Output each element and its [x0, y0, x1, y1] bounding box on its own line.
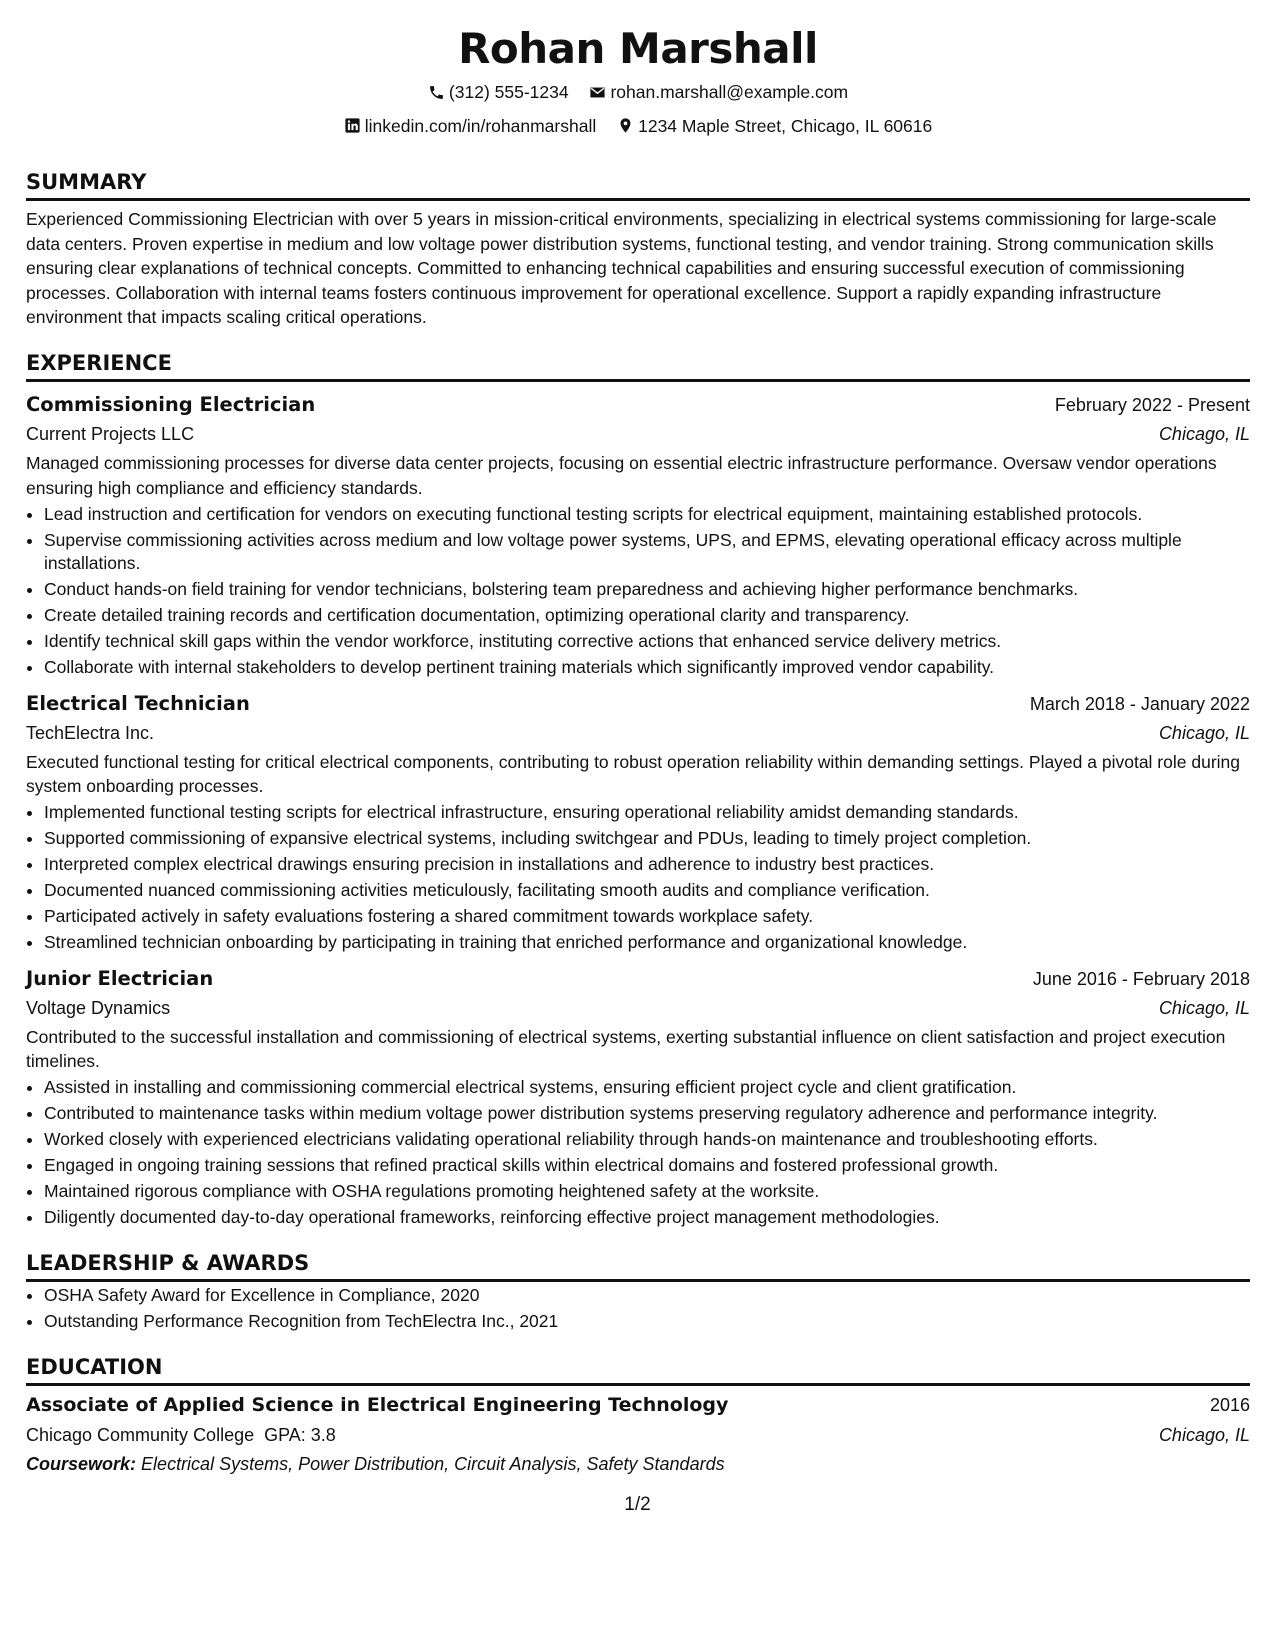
education-school-row: [26, 1420, 1250, 1450]
job-header-row: [26, 391, 1250, 419]
list-item: • Identify technical skill gaps within the vendor workforce, instituting corrective actions that enhanced service delivery metrics.: [44, 630, 1250, 654]
linkedin-icon: [344, 117, 361, 134]
phone-text: (312) 555-1234: [448, 82, 569, 102]
list-item: • Collaborate with internal stakeholders to develop pertinent training materials which significantly improved vendor capability.: [44, 656, 1250, 680]
list-item: • Create detailed training records and certification documentation, optimizing operational clarity and transparency.: [44, 604, 1250, 628]
education-coursework: [26, 1450, 1250, 1478]
contact-linkedin[interactable]: [344, 115, 597, 137]
job-header-row: [26, 690, 1250, 718]
candidate-name: Rohan Marshall: [458, 24, 818, 73]
education-year: 2016: [1209, 1394, 1250, 1415]
map-pin-icon: [617, 117, 634, 134]
job-company: Current Projects LLC: [26, 423, 195, 444]
education-gpa: GPA: 3.8: [264, 1424, 336, 1445]
list-item: • Contributed to maintenance tasks within medium voltage power distribution systems preserving regulatory adherence and performance integrity.: [44, 1102, 1250, 1126]
job-title: Junior Electrician: [26, 966, 214, 990]
list-item: • Supervise commissioning activities across medium and low voltage power systems, UPS, and EPMS, elevating operational efficacy across multiple installations.: [44, 529, 1250, 576]
job-entry: [26, 690, 1250, 955]
list-item: • Participated actively in safety evaluations fostering a shared commitment towards workplace safety.: [44, 905, 1250, 929]
education-degree: Associate of Applied Science in Electrical Engineering Technology: [26, 1393, 729, 1416]
experience-section: [26, 350, 1250, 1230]
list-item: • Maintained rigorous compliance with OSHA regulations promoting heightened safety at the worksite.: [44, 1180, 1250, 1204]
job-title: Commissioning Electrician: [26, 392, 316, 416]
list-item: • Conduct hands-on field training for vendor technicians, bolstering team preparedness and achieving higher performance benchmarks.: [44, 578, 1250, 602]
summary-section: [26, 169, 1250, 330]
list-item: • Outstanding Performance Recognition from TechElectra Inc., 2021: [44, 1310, 1250, 1334]
education-degree-row: [26, 1390, 1250, 1420]
job-entry: [26, 391, 1250, 680]
education-location: Chicago, IL: [1158, 1424, 1250, 1445]
list-item: • Documented nuanced commissioning activities meticulously, facilitating smooth audits and compliance verification.: [44, 879, 1250, 903]
job-dates: February 2022 - Present: [1054, 394, 1250, 415]
list-item: • Supported commissioning of expansive electrical systems, including switchgear and PDUs, leading to timely project completion.: [44, 827, 1250, 851]
job-bullets: [26, 1076, 1250, 1230]
job-header-row: [26, 965, 1250, 993]
job-bullets: [26, 801, 1250, 955]
education-section: [26, 1354, 1250, 1478]
awards-heading: LEADERSHIP & AWARDS: [26, 1250, 1250, 1282]
phone-icon: [428, 84, 445, 101]
list-item: • Implemented functional testing scripts for electrical infrastructure, ensuring operational reliability amidst demanding standards.: [44, 801, 1250, 825]
awards-section: [26, 1250, 1250, 1334]
email-link[interactable]: rohan.marshall@example.com: [610, 82, 849, 102]
contact-phone: [428, 81, 569, 103]
job-bullets: [26, 503, 1250, 680]
contact-line-1: [26, 81, 1250, 106]
job-company-row: [26, 718, 1250, 748]
list-item: • Assisted in installing and commissioning commercial electrical systems, ensuring efficient project cycle and client gratification.: [44, 1076, 1250, 1100]
list-item: • Diligently documented day-to-day operational frameworks, reinforcing effective project management methodologies.: [44, 1206, 1250, 1230]
list-item: • Streamlined technician onboarding by participating in training that enriched performance and organizational knowledge.: [44, 931, 1250, 955]
address-text: 1234 Maple Street, Chicago, IL 60616: [638, 115, 933, 136]
coursework-text: Electrical Systems, Power Distribution, Circuit Analysis, Safety Standards: [141, 1453, 725, 1474]
job-company: Voltage Dynamics: [26, 997, 171, 1018]
summary-text: Experienced Commissioning Electrician with over 5 years in mission-critical environments, specializing in electrical systems commissioning for large-scale data centers. Proven expertise in medium and low voltage power distribution systems, functional testing, and vendor training. Strong communication skills ensuring clear explanations of technical concepts. Committed to enhancing technical capabilities and ensuring successful execution of commissioning processes. Collaboration with internal teams fosters continuous improvement for operational excellence. Support a rapidly expanding infrastructure environment that impacts scaling critical operations.: [26, 209, 1217, 328]
list-item: • OSHA Safety Award for Excellence in Compliance, 2020: [44, 1284, 1250, 1308]
mail-icon: [589, 84, 606, 101]
page-number: 1/2: [624, 1494, 651, 1515]
awards-list: [26, 1284, 1250, 1334]
job-company-row: [26, 419, 1250, 449]
job-entry: [26, 965, 1250, 1230]
job-location: Chicago, IL: [1158, 997, 1250, 1018]
job-location: Chicago, IL: [1158, 423, 1250, 444]
list-item: • Worked closely with experienced electricians validating operational reliability through hands-on maintenance and troubleshooting efforts.: [44, 1128, 1250, 1152]
list-item: • Engaged in ongoing training sessions that refined practical skills within electrical domains and fostered professional growth.: [44, 1154, 1250, 1178]
list-item: • Lead instruction and certification for vendors on executing functional testing scripts for electrical equipment, maintaining established protocols.: [44, 503, 1250, 527]
job-description: Contributed to the successful installation and commissioning of electrical systems, exerting substantial influence on client satisfaction and project execution timelines.: [26, 1026, 1226, 1072]
job-dates: March 2018 - January 2022: [1029, 693, 1250, 714]
experience-heading: EXPERIENCE: [26, 350, 1250, 382]
resume-page: [26, 22, 1250, 1478]
education-heading: EDUCATION: [26, 1354, 1250, 1386]
summary-heading: SUMMARY: [26, 169, 1250, 201]
coursework-label: Coursework:: [26, 1453, 137, 1474]
contact-address: [617, 115, 932, 137]
contact-line-2: [26, 115, 1250, 140]
resume-header: [26, 22, 1250, 139]
education-school: Chicago Community College: [26, 1424, 255, 1445]
job-company-row: [26, 993, 1250, 1023]
contact-email[interactable]: [589, 81, 848, 103]
job-dates: June 2016 - February 2018: [1032, 968, 1250, 989]
job-description: Managed commissioning processes for diverse data center projects, focusing on essential electric infrastructure performance. Oversaw vendor operations ensuring high compliance and efficiency standards.: [26, 452, 1217, 498]
job-description: Executed functional testing for critical electrical components, contributing to robust operation reliability within demanding settings. Played a pivotal role during system onboarding processes.: [26, 751, 1240, 797]
list-item: • Interpreted complex electrical drawings ensuring precision in installations and adherence to industry best practices.: [44, 853, 1250, 877]
education-school-group: [26, 1420, 336, 1450]
job-company: TechElectra Inc.: [26, 722, 155, 743]
job-title: Electrical Technician: [26, 691, 250, 715]
job-location: Chicago, IL: [1158, 722, 1250, 743]
linkedin-link[interactable]: linkedin.com/in/rohanmarshall: [364, 115, 597, 136]
